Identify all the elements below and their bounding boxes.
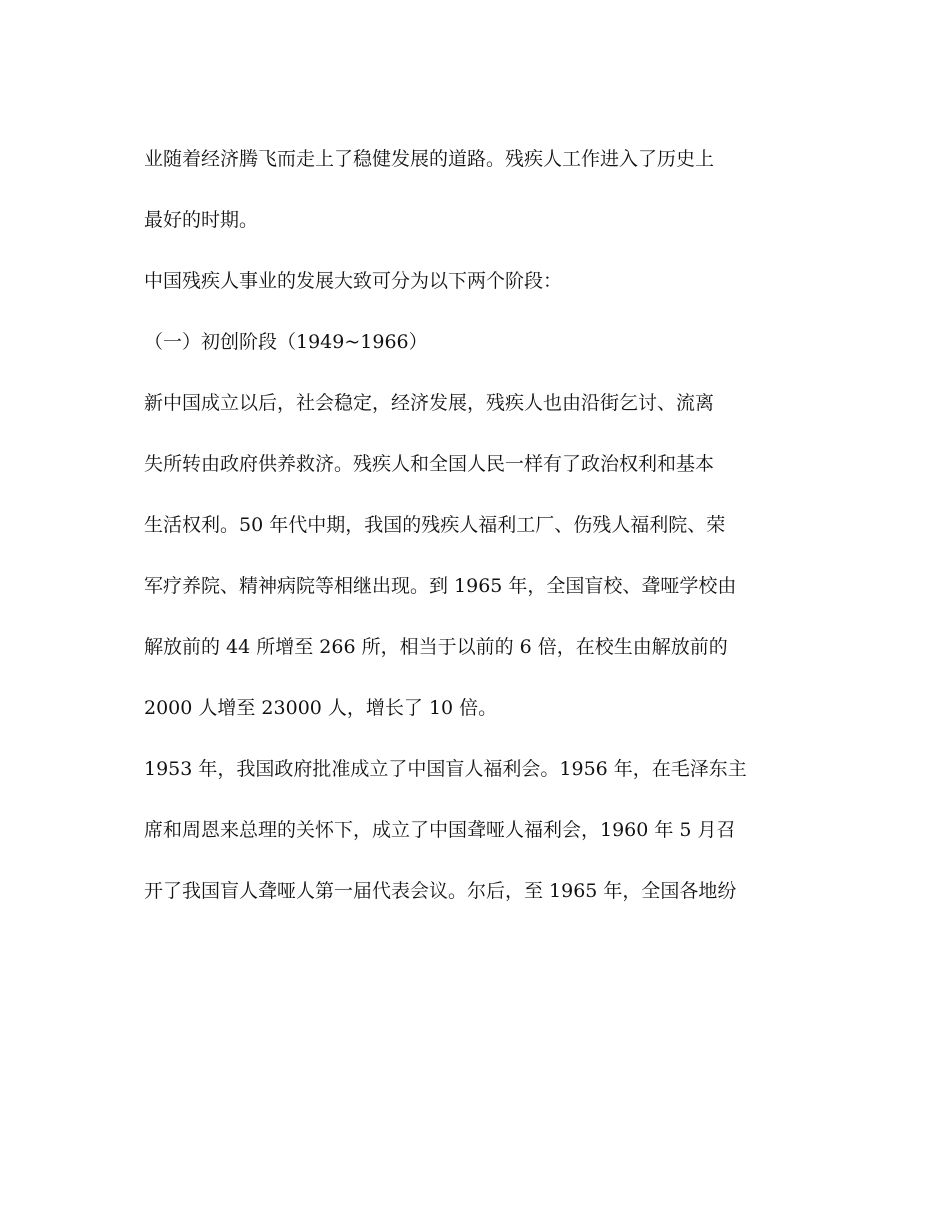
text-line: 生活权利。50 年代中期，我国的残疾人福利工厂、伤残人福利院、荣 (144, 514, 726, 536)
text-line: 业随着经济腾飞而走上了稳健发展的道路。残疾人工作进入了历史上 (144, 148, 715, 170)
text-line: 失所转由政府供养救济。残疾人和全国人民一样有了政治权利和基本 (144, 453, 715, 475)
text-line: 中国残疾人事业的发展大致可分为以下两个阶段： (144, 270, 563, 292)
text-line: 解放前的 44 所增至 266 所，相当于以前的 6 倍，在校生由解放前的 (144, 636, 728, 658)
text-line: 军疗养院、精神病院等相继出现。到 1965 年，全国盲校、聋哑学校由 (144, 575, 737, 597)
text-line: 1953 年，我国政府批准成立了中国盲人福利会。1956 年，在毛泽东主 (144, 758, 747, 780)
document-body (144, 139, 824, 932)
text-line: 2000 人增至 23000 人，增长了 10 倍。 (144, 697, 498, 719)
text-line: 席和周恩来总理的关怀下，成立了中国聋哑人福利会，1960 年 5 月召 (144, 819, 736, 841)
text-line: 最好的时期。 (144, 209, 259, 231)
text-line: 开了我国盲人聋哑人第一届代表会议。尔后，至 1965 年，全国各地纷 (144, 880, 737, 902)
text-line: 新中国成立以后，社会稳定，经济发展，残疾人也由沿街乞讨、流离 (144, 392, 715, 414)
section-heading: （一）初创阶段（1949~1966） (144, 331, 428, 353)
